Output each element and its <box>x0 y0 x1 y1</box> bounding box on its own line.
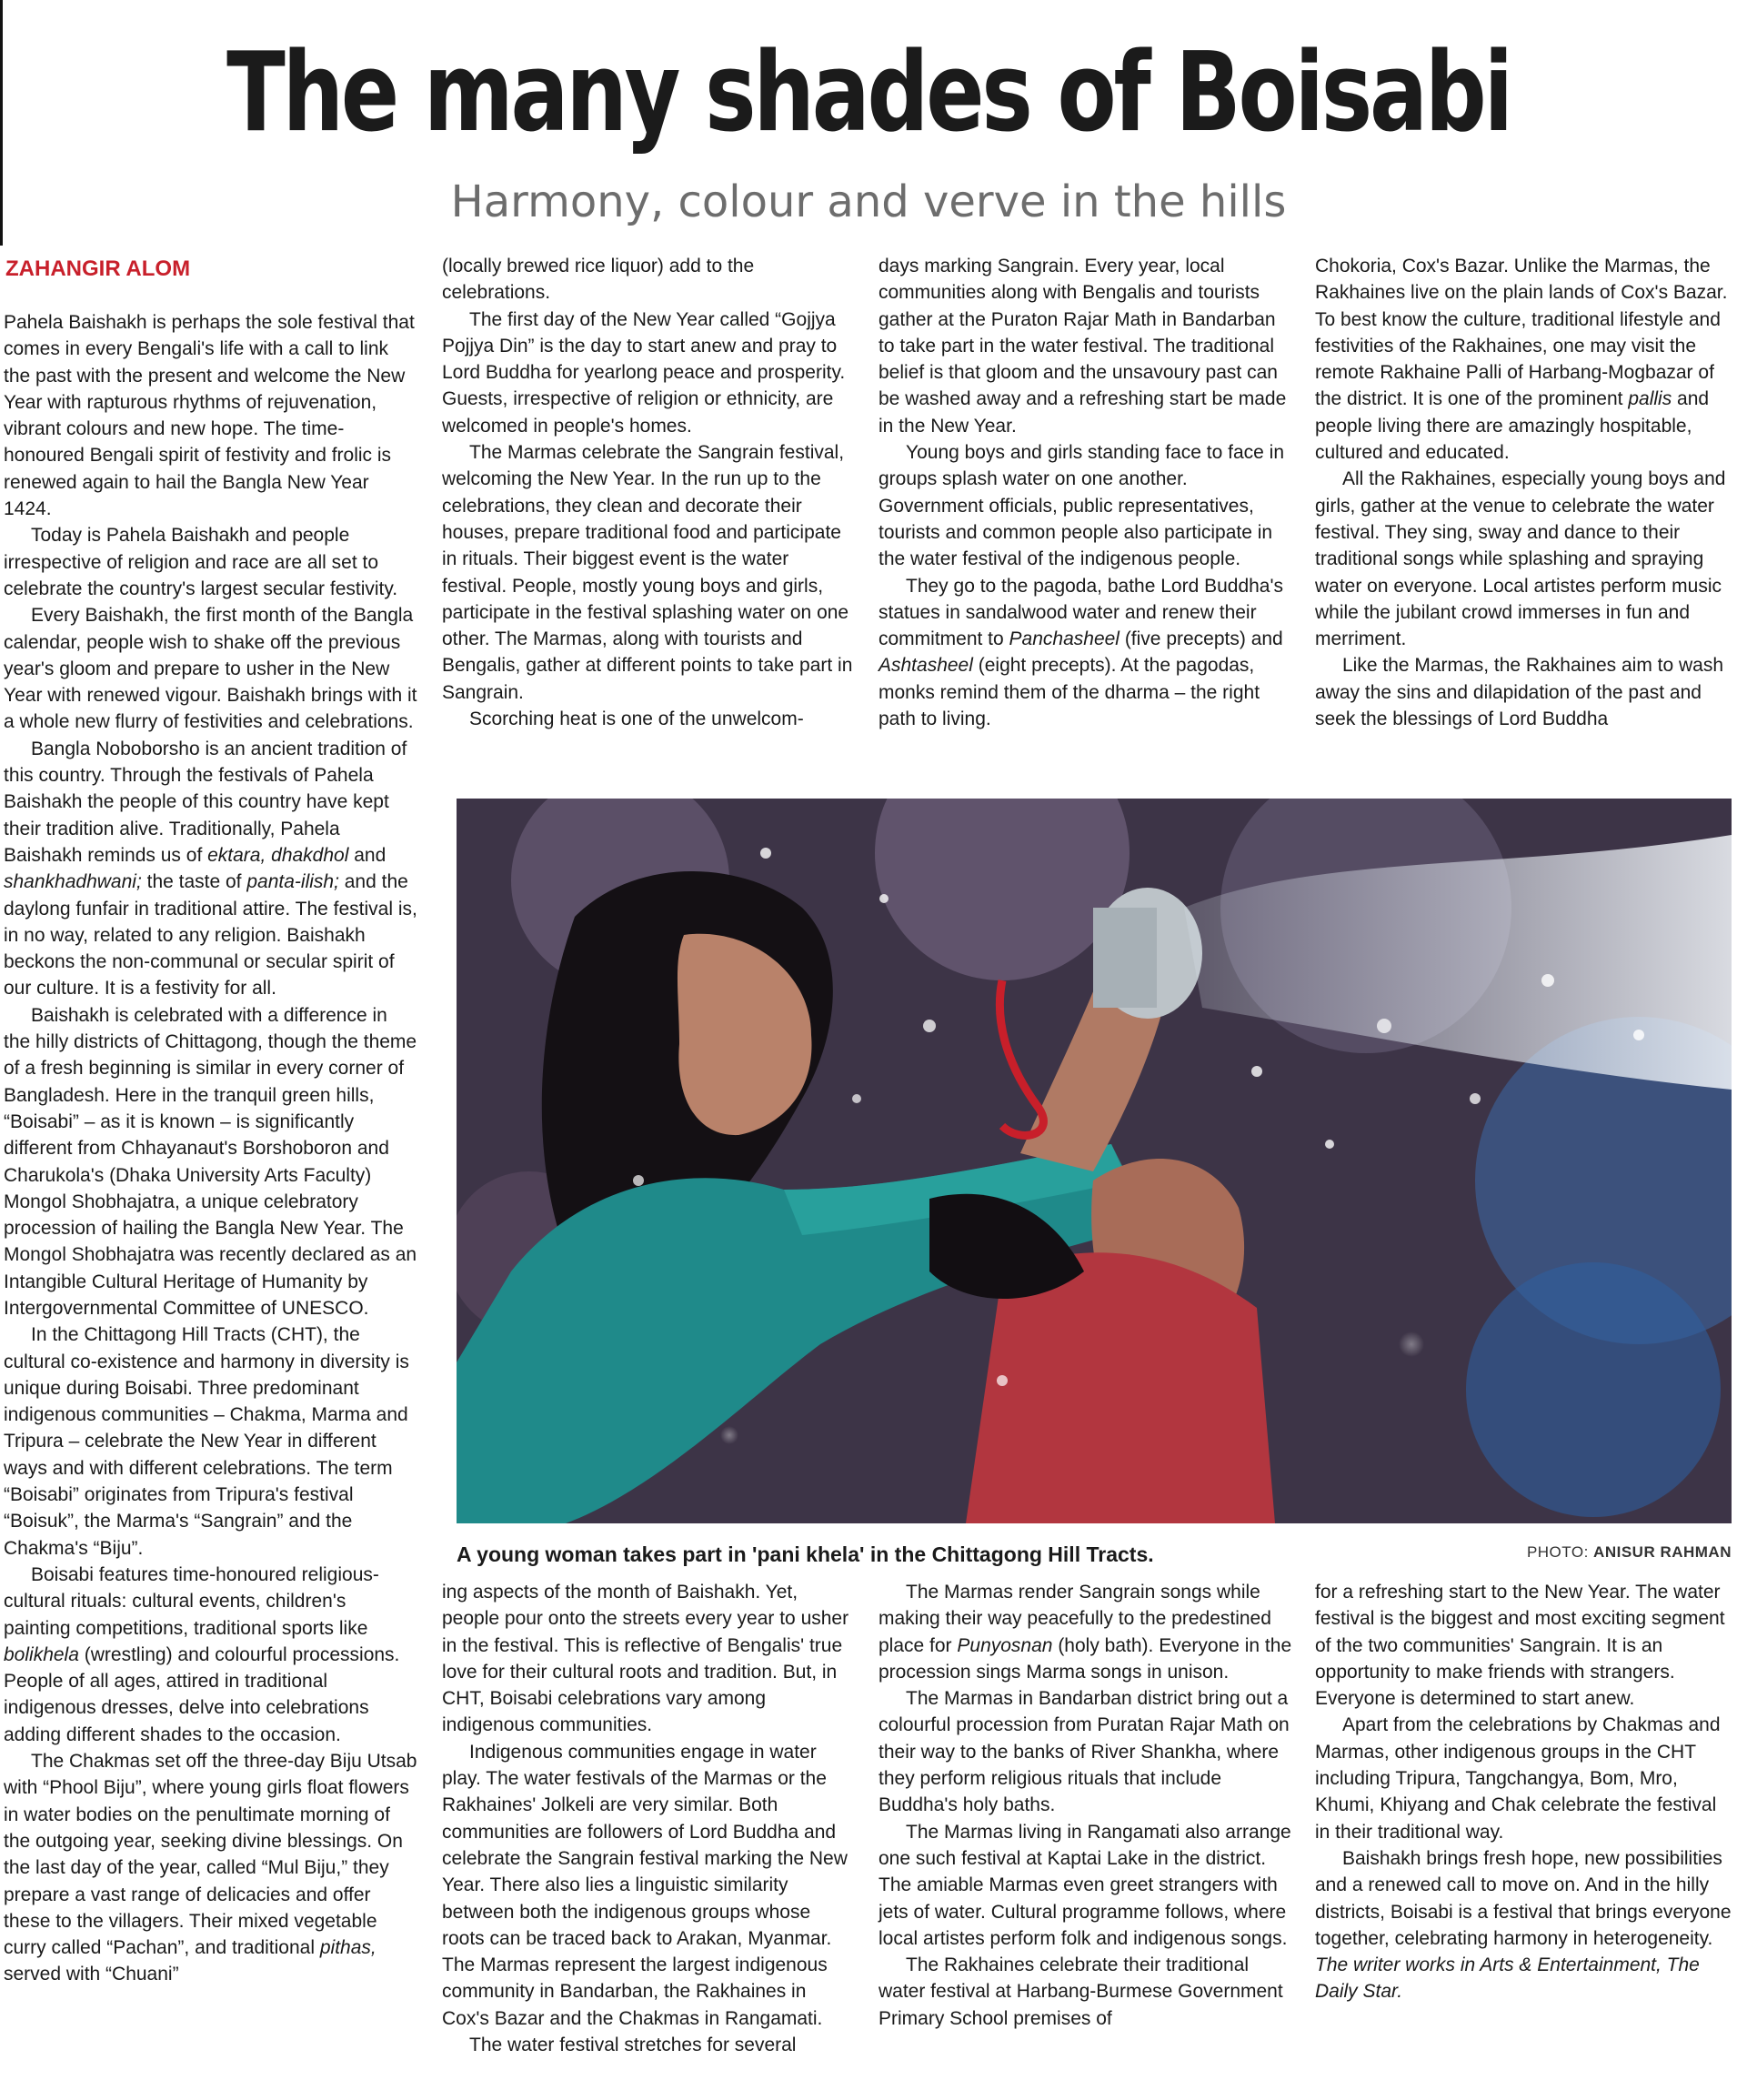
author-note: The writer works in Arts & Entertainment, The Daily Star. <box>1315 1954 1700 2003</box>
article-column-3-top <box>879 253 1292 732</box>
paragraph: (locally brewed rice liquor) add to the celebrations. <box>442 256 755 304</box>
paragraph: The Marmas living in Rangamati also arrange one such festival at Kaptai Lake in the district. The amiable Marmas even greet strangers with jets of water. Cultural programme follows, where local artistes perform folk and indigenous songs. <box>879 1821 1291 1949</box>
paragraph: The Marmas in Bandarban district bring out a colourful procession from Puratan Rajar Math on their way to the banks of River Shankha, where they perform religious rituals that include Buddha's holy baths. <box>879 1688 1290 1816</box>
paragraph: In the Chittagong Hill Tracts (CHT), the cultural co-existence and harmony in diversity is unique during Boisabi. Three predominant indigenous communities – Chakma, Marma and Tripura – celebrate the New Year in different ways and with different celebrations. The term “Boisabi” originates from Tripura's festival “Boisuk”, the Marma's “Sangrain” and the Chakma's “Biju”. <box>4 1324 409 1559</box>
paragraph: The Rakhaines celebrate their traditional water festival at Harbang-Burmese Government Primary School premises of <box>879 1954 1283 2029</box>
paragraph: All the Rakhaines, especially young boys and girls, gather at the venue to celebrate the water festival. They sing, sway and dance to their traditional songs while splashing and spraying water on everyone. Local artistes perform music while the jubilant crowd immerses in fun and merriment. <box>1315 468 1726 650</box>
article-column-3-bottom <box>879 1579 1292 2032</box>
paragraph: Baishakh brings fresh hope, new possibilities and a renewed call to move on. And in the hilly districts, Boisabi is a festival that brings everyone together, celebrating harmony in heterogeneity. <box>1315 1847 1732 1949</box>
paragraph: Bangla Noboborsho is an ancient tradition of this country. Through the festivals of Pahela Baishakh the people of this country have kept their tradition alive. Traditionally, Pahela Baishakh reminds us of ektara, dhakdhol and shankhadhwani; the taste of panta-ilish; and the daylong funfair in traditional attire. The festival is, in no way, related to any religion. Baishakh beckons the non-communal or secular spirit of our culture. It is a festivity for all. <box>4 738 417 1000</box>
paragraph: The water festival stretches for several <box>469 2035 797 2056</box>
paragraph: The Marmas render Sangrain songs while making their way peacefully to the predestined place for Punyosnan (holy bath). Everyone in the procession sings Marma songs in unison. <box>879 1582 1292 1683</box>
article-column-2-top <box>442 253 856 732</box>
subheadline: Harmony, colour and verve in the hills <box>450 176 1287 227</box>
article-column-1 <box>4 309 417 1988</box>
paragraph: The first day of the New Year called “Gojjya Pojjya Din” is the day to start anew and pray to Lord Buddha for yearlong peace and prosperity. Guests, irrespective of religion or ethnicity, are welcomed in people's homes. <box>442 308 846 437</box>
paragraph: Pahela Baishakh is perhaps the sole festival that comes in every Bengali's life with a call to link the past with the present and welcome the New Year with rapturous rhythms of rejuvenation, vibrant colours and new hope. The time-honoured Bengali spirit of festivity and frolic is renewed again to hail the Bangla New Year 1424. <box>4 312 415 520</box>
article-column-2-bottom <box>442 1579 856 2058</box>
article-column-4-top <box>1315 253 1732 732</box>
headline: The many shades of Boisabi <box>226 30 1511 156</box>
paragraph: The Chakmas set off the three-day Biju Utsab with “Phool Biju”, where young girls float flowers in water bodies on the penultimate morning of the outgoing year, seeking divine blessings. On the last day of the year, called “Mul Biju,” they prepare a vast range of delicacies and offer these to the villagers. Their mixed vegetable curry called “Pachan”, and traditional pithas, served with “Chuani” <box>4 1751 417 1985</box>
paragraph: Boisabi features time-honoured religious-cultural rituals: cultural events, children's painting competitions, traditional sports like bolikhela (wrestling) and colourful processions. People of all ages, attired in traditional indigenous dresses, delve into celebrations adding different shades to the occasion. <box>4 1563 400 1745</box>
paragraph: Today is Pahela Baishakh and people irrespective of religion and race are all set to celebrate the country's largest secular festivity. <box>4 525 398 599</box>
photo-caption: A young woman takes part in 'pani khela' in the Chittagong Hill Tracts. <box>457 1542 1154 1566</box>
photo-credit: PHOTO: ANISUR RAHMAN <box>1526 1543 1732 1561</box>
paragraph: Scorching heat is one of the unwelcom- <box>469 708 804 730</box>
paragraph: days marking Sangrain. Every year, local communities along with Bengalis and tourists gather at the Puraton Rajar Math in Bandarban to take part in the water festival. The traditional belief is that gloom and the unsavoury past can be washed away and a refreshing start be made in the New Year. <box>879 256 1287 437</box>
paragraph: ing aspects of the month of Baishakh. Yet, people pour onto the streets every year to usher in the festival. This is reflective of Bengalis' true love for their cultural roots and tradition. But, in CHT, Boisabi celebrations vary among indigenous communities. <box>442 1582 849 1736</box>
paragraph: Chokoria, Cox's Bazar. Unlike the Marmas, the Rakhaines live on the plain lands of Cox's Bazar. To best know the culture, traditional lifestyle and festivities of the Rakhaines, one may visit the remote Rakhaine Palli of Harbang-Mogbazar of the district. It is one of the prominent pallis and people living there are amazingly hospitable, cultured and educated. <box>1315 256 1728 464</box>
byline: ZAHANGIR ALOM <box>5 256 191 281</box>
paragraph: Indigenous communities engage in water play. The water festivals of the Marmas or the Rakhaines' Jolkeli are very similar. Both communities are followers of Lord Buddha and celebrate the Sangrain festival marking the New Year. There also lies a linguistic similarity between both the indigenous groups whose roots can be traced back to Arakan, Myanmar. The Marmas represent the largest indigenous community in Bandarban, the Rakhaines in Cox's Bazar and the Chakmas in Rangamati. <box>442 1741 848 2029</box>
photo-water-festival-icon <box>457 799 1732 1523</box>
paragraph: Every Baishakh, the first month of the Bangla calendar, people wish to shake off the previous year's gloom and prepare to usher in the New Year with renewed vigour. Baishakh brings with it a whole new flurry of festivities and celebrations. <box>4 605 417 733</box>
paragraph: Baishakh is celebrated with a difference in the hilly districts of Chittagong, though the theme of a fresh beginning is similar in every corner of Bangladesh. Here in the tranquil green hills, “Boisabi” – as it is known – is significantly different from Chhayanaut's Borshoboron and Charukola's (Dhaka University Arts Faculty) Mongol Shobhajatra, a unique celebratory procession of hailing the Bangla New Year. The Mongol Shobhajatra was recently declared as an Intangible Cultural Heritage of Humanity by Intergovernmental Committee of UNESCO. <box>4 1004 417 1319</box>
feature-photo <box>457 799 1732 1523</box>
paragraph: for a refreshing start to the New Year. The water festival is the biggest and most exciting segment of the two communities' Sangrain. It is an opportunity to make friends with strangers. Everyone is determined to start anew. <box>1315 1582 1725 1710</box>
article-column-4-bottom <box>1315 1579 1732 2005</box>
paragraph: They go to the pagoda, bathe Lord Buddha's statues in sandalwood water and renew their commitment to Panchasheel (five precepts) and Ashtasheel (eight precepts). At the pagodas, monks remind them of the dharma – the right path to living. <box>879 575 1283 730</box>
paragraph: Apart from the celebrations by Chakmas and Marmas, other indigenous groups in the CHT including Tripura, Tangchangya, Bom, Mro, Khumi, Khiyang and Chak celebrate the festival in their traditional way. <box>1315 1714 1721 1843</box>
paragraph: Like the Marmas, the Rakhaines aim to wash away the sins and dilapidation of the past and seek the blessings of Lord Buddha <box>1315 655 1724 730</box>
paragraph: The Marmas celebrate the Sangrain festival, welcoming the New Year. In the run up to the celebrations, they clean and decorate their houses, prepare traditional food and participate in rituals. Their biggest event is the water festival. People, mostly young boys and girls, participate in the festival splashing water on one other. The Marmas, along with tourists and Bengalis, gather at different points to take part in Sangrain. <box>442 442 853 703</box>
paragraph: Young boys and girls standing face to face in groups splash water on one another. Government officials, public representatives, tourists and common people also participate in the water festival of the indigenous people. <box>879 442 1285 570</box>
